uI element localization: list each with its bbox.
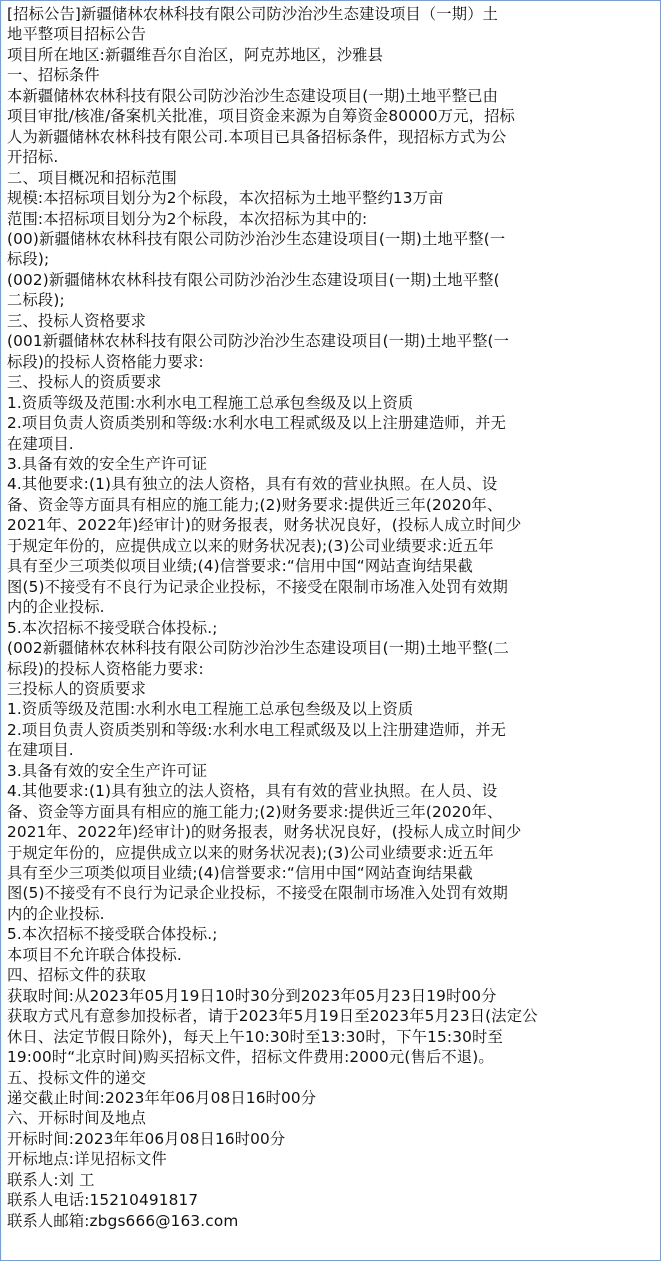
notice-line: 二标段);: [7, 291, 65, 310]
notice-line: 范围:本招标项目划分为2个标段，本次招标为其中的:: [7, 209, 368, 228]
notice-line: (001新疆储林农林科技有限公司防沙治沙生态建设项目(一期)土地平整(一: [7, 332, 510, 351]
notice-line: 五、投标文件的递交: [7, 1068, 147, 1087]
notice-line: 四、招标文件的获取: [7, 966, 147, 985]
notice-line: 1.资质等级及范围:水利水电工程施工总承包叁级及以上资质: [7, 700, 414, 719]
notice-line: 内的企业投标.: [7, 598, 105, 617]
notice-line: 项目所在地区:新疆维吾尔自治区，阿克苏地区，沙雅县: [7, 45, 384, 64]
notice-line: 2.项目负责人资质类别和等级:水利水电工程贰级及以上注册建造师，并无: [7, 720, 507, 739]
notice-line: 备、资金等方面具有相应的施工能力;(2)财务要求:提供近三年(2020年、: [7, 495, 503, 514]
notice-line: 1.资质等级及范围:水利水电工程施工总承包叁级及以上资质: [7, 393, 414, 412]
notice-line: 备、资金等方面具有相应的施工能力;(2)财务要求:提供近三年(2020年、: [7, 802, 503, 821]
notice-line: 标段)的投标人资格能力要求:: [7, 352, 204, 371]
notice-line: 项目审批/核准/备案机关批准，项目资金来源为自筹资金80000万元，招标: [7, 107, 515, 126]
notice-line: 三、投标人的资质要求: [7, 373, 162, 392]
notice-text: [7, 4, 657, 1231]
notice-line: 获取时间:从2023年05月19日10时30分到2023年05月23日19时00分: [7, 986, 497, 1005]
notice-line: 3.具备有效的安全生产许可证: [7, 454, 208, 473]
notice-line: 联系人:刘 工: [7, 1170, 95, 1189]
notice-line: 开标地点:详见招标文件: [7, 1150, 167, 1169]
notice-line: 5.本次招标不接受联合体投标.;: [7, 618, 218, 637]
notice-line: 在建项目.: [7, 741, 74, 760]
notice-line: (002)新疆储林农林科技有限公司防沙治沙生态建设项目(一期)土地平整(: [7, 270, 500, 289]
notice-line: (00)新疆储林农林科技有限公司防沙治沙生态建设项目(一期)土地平整(一: [7, 229, 506, 248]
notice-line: 人为新疆储林农林科技有限公司.本项目已具备招标条件，现招标方式为公: [7, 127, 507, 146]
notice-line: 开招标.: [7, 148, 59, 167]
notice-line: 2.项目负责人资质类别和等级:水利水电工程贰级及以上注册建造师，并无: [7, 414, 507, 433]
notice-line: 2021年、2022年)经审计)的财务报表，财务状况良好，(投标人成立时间少: [7, 823, 522, 842]
notice-line: 具有至少三项类似项目业绩;(4)信誉要求:“信用中国“网站查询结果截: [7, 864, 473, 883]
notice-line: 联系人电话:15210491817: [7, 1191, 199, 1210]
notice-line: 本项目不允许联合体投标.: [7, 945, 182, 964]
notice-line: 二、项目概况和招标范围: [7, 168, 177, 187]
notice-line: 图(5)不接受有不良行为记录企业投标，不接受在限制市场准入处罚有效期: [7, 884, 508, 903]
notice-line: 一、招标条件: [7, 66, 100, 85]
notice-line: 三投标人的资质要求: [7, 679, 147, 698]
notice-line: (002新疆储林农林科技有限公司防沙治沙生态建设项目(一期)土地平整(二: [7, 639, 510, 658]
notice-line: 规模:本招标项目划分为2个标段，本次招标为土地平整约13万亩: [7, 189, 444, 208]
notice-line: 在建项目.: [7, 434, 74, 453]
notice-line: 于规定年份的，应提供成立以来的财务状况表);(3)公司业绩要求:近五年: [7, 843, 494, 862]
notice-line: 递交截止时间:2023年年06月08日16时00分: [7, 1089, 317, 1108]
notice-line: 获取方式凡有意参加投标者，请于2023年5月19日至2023年5月23日(法定公: [7, 1007, 538, 1026]
notice-line: 标段)的投标人资格能力要求:: [7, 659, 204, 678]
notice-line: 2021年、2022年)经审计)的财务报表，财务状况良好，(投标人成立时间少: [7, 516, 522, 535]
notice-line: 三、投标人资格要求: [7, 311, 147, 330]
notice-line: 休日、法定节假日除外)，每天上午10:30时至13:30时，下午15:30时至: [7, 1027, 503, 1046]
notice-line: 于规定年份的，应提供成立以来的财务状况表);(3)公司业绩要求:近五年: [7, 536, 494, 555]
notice-line: 图(5)不接受有不良行为记录企业投标，不接受在限制市场准入处罚有效期: [7, 577, 508, 596]
notice-line: 六、开标时间及地点: [7, 1109, 147, 1128]
notice-line: 地平整项目招标公告: [7, 25, 147, 44]
notice-line: 4.其他要求:(1)具有独立的法人资格，具有有效的营业执照。在人员、设: [7, 782, 498, 801]
notice-line: 内的企业投标.: [7, 904, 105, 923]
notice-line: 开标时间:2023年年06月08日16时00分: [7, 1129, 286, 1148]
notice-line: [招标公告]新疆储林农林科技有限公司防沙治沙生态建设项目（一期）土: [7, 5, 499, 23]
notice-line: 具有至少三项类似项目业绩;(4)信誉要求:“信用中国“网站查询结果截: [7, 557, 473, 576]
notice-line: 联系人邮箱:zbgs666@163.com: [7, 1211, 239, 1230]
notice-line: 3.具备有效的安全生产许可证: [7, 761, 208, 780]
notice-line: 4.其他要求:(1)具有独立的法人资格，具有有效的营业执照。在人员、设: [7, 475, 498, 494]
notice-line: 本新疆储林农林科技有限公司防沙治沙生态建设项目(一期)土地平整已由: [7, 86, 499, 105]
notice-line: 19:00时“北京时间)购买招标文件，招标文件费用:2000元(售后不退)。: [7, 1048, 494, 1067]
notice-line: 5.本次招标不接受联合体投标.;: [7, 925, 218, 944]
notice-line: 标段);: [7, 250, 50, 269]
